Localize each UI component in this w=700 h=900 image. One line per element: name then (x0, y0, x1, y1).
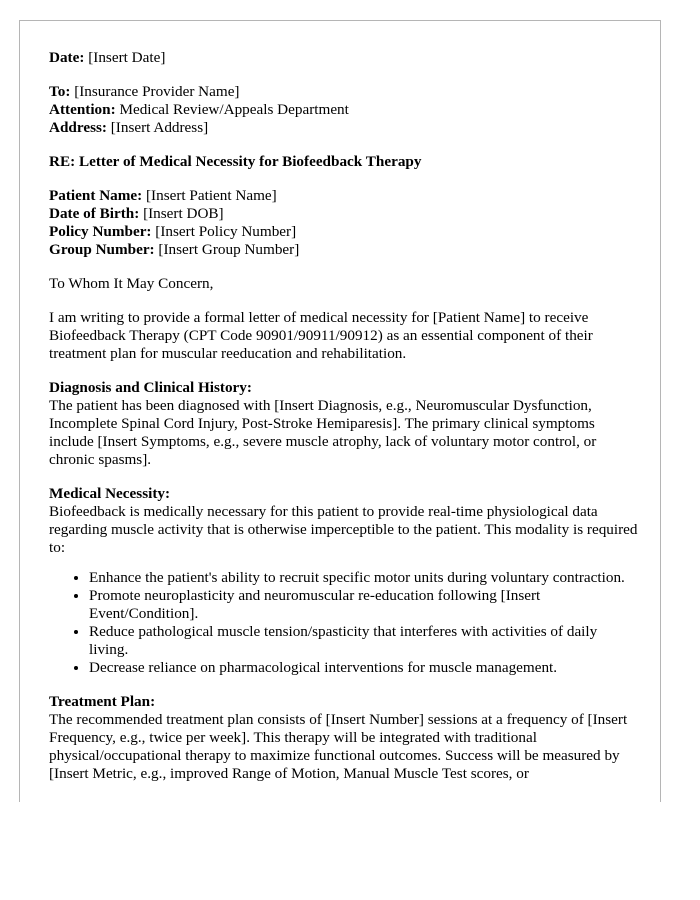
dob-label: Date of Birth: (49, 205, 140, 222)
letter-page (19, 20, 661, 802)
attention-label: Attention: (49, 101, 116, 118)
list-item: • Decrease reliance on pharmacological interventions for muscle management. (89, 659, 639, 677)
address-value: [Insert Address] (110, 119, 209, 136)
necessity-heading: Medical Necessity: (49, 485, 171, 502)
treatment-heading: Treatment Plan: (49, 693, 156, 710)
attention-line (49, 101, 639, 119)
patient-name-label: Patient Name: (49, 187, 143, 204)
treatment-body: The recommended treatment plan consists of [Insert Number] sessions at a frequency of [Insert Frequency, e.g., twice per week]. This therapy will be integrated with traditional physical/occupational therapy to maximize functional outcomes. Success will be measured by [Insert Metric, e.g., improved Range of Motion, Manual Muscle Test scores, or (49, 711, 628, 782)
treatment-section (49, 693, 639, 783)
subject-block (49, 153, 639, 171)
salutation: To Whom It May Concern, (49, 275, 214, 292)
to-label: To: (49, 83, 71, 100)
letter-content (49, 49, 639, 799)
group-line (49, 241, 639, 259)
recipient-block (49, 83, 639, 137)
diagnosis-body: The patient has been diagnosed with [Insert Diagnosis, e.g., Neuromuscular Dysfunction, Incomplete Spinal Cord Injury, Post-Stroke Hemiparesis]. The primary clinical symptoms include [Insert Symptoms, e.g., severe muscle atrophy, lack of voluntary motor control, or chronic spasms]. (49, 397, 597, 468)
date-label: Date: (49, 49, 85, 66)
policy-value: [Insert Policy Number] (155, 223, 297, 240)
address-label: Address: (49, 119, 107, 136)
policy-line (49, 223, 639, 241)
diagnosis-section (49, 379, 639, 469)
attention-value: Medical Review/Appeals Department (119, 101, 349, 118)
policy-label: Policy Number: (49, 223, 152, 240)
dob-line (49, 205, 639, 223)
to-value: [Insurance Provider Name] (74, 83, 240, 100)
dob-value: [Insert DOB] (143, 205, 224, 222)
necessity-list (49, 569, 639, 677)
subject-line: RE: Letter of Medical Necessity for Biofeedback Therapy (49, 153, 422, 170)
patient-block (49, 187, 639, 259)
patient-name-line (49, 187, 639, 205)
diagnosis-heading: Diagnosis and Clinical History: (49, 379, 252, 396)
date-value: [Insert Date] (88, 49, 166, 66)
intro-paragraph: I am writing to provide a formal letter of medical necessity for [Patient Name] to receive Biofeedback Therapy (CPT Code 90901/90911/90912) as an essential component of their treatment plan for muscular reeducation and rehabilitation. (49, 309, 593, 362)
date-block (49, 49, 639, 67)
patient-name-value: [Insert Patient Name] (146, 187, 277, 204)
group-value: [Insert Group Number] (158, 241, 300, 258)
date-line (49, 49, 639, 67)
address-line (49, 119, 639, 137)
list-item: • Reduce pathological muscle tension/spasticity that interferes with activities of daily living. (89, 623, 639, 659)
list-item: • Enhance the patient's ability to recruit specific motor units during voluntary contraction. (89, 569, 639, 587)
list-item: • Promote neuroplasticity and neuromuscular re-education following [Insert Event/Condition]. (89, 587, 639, 623)
to-line (49, 83, 639, 101)
necessity-section (49, 485, 639, 557)
group-label: Group Number: (49, 241, 155, 258)
necessity-body: Biofeedback is medically necessary for this patient to provide real-time physiological data regarding muscle activity that is otherwise imperceptible to the patient. This modality is required to: (49, 503, 638, 556)
